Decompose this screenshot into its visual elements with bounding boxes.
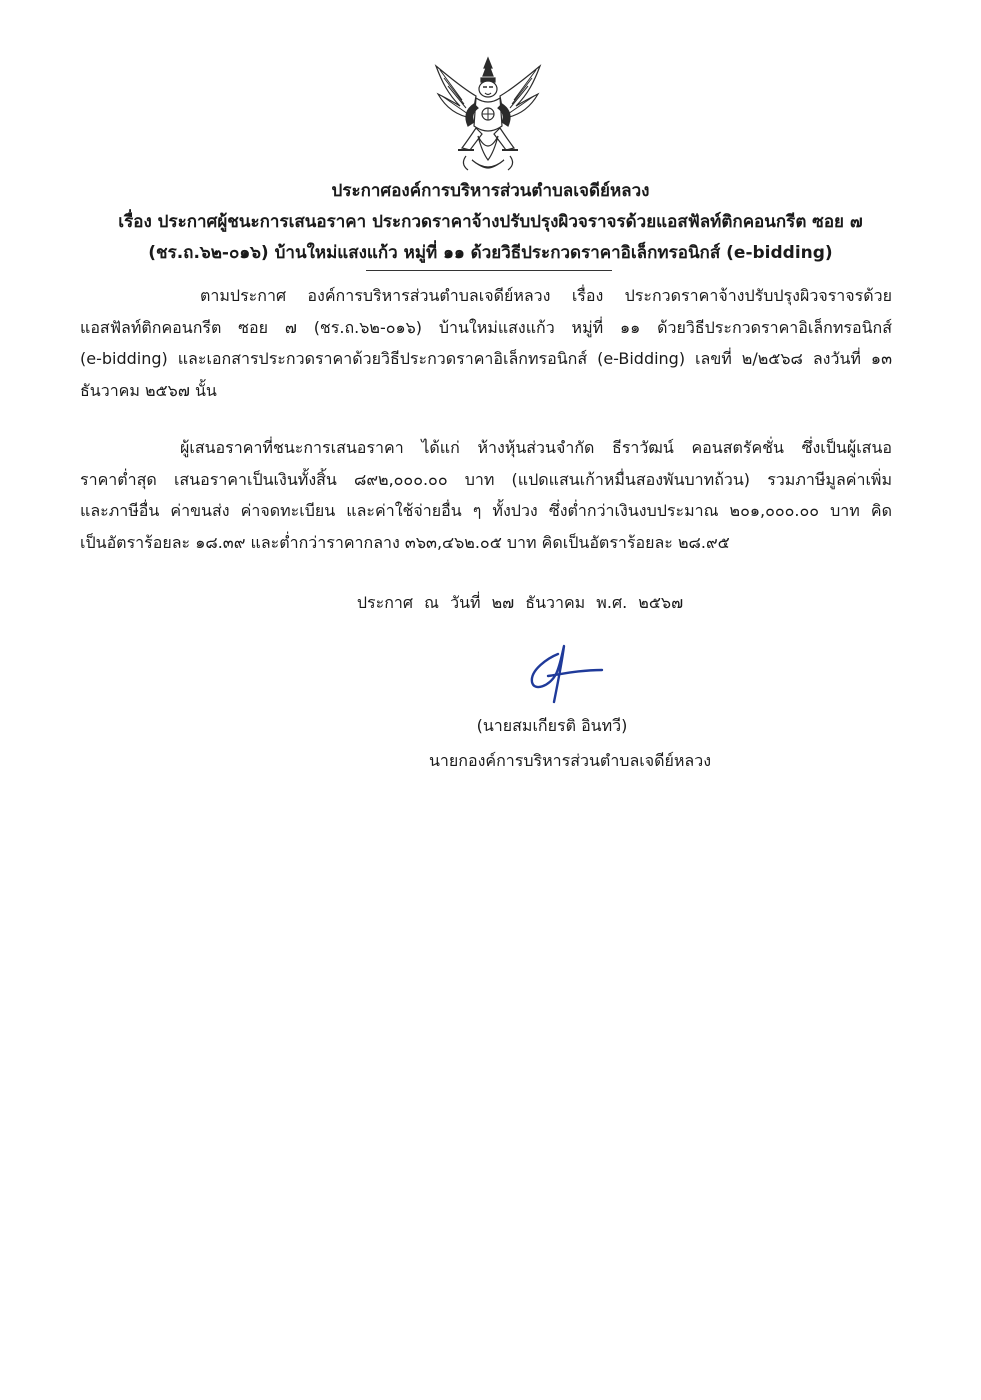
paragraph-line: ตามประกาศ องค์การบริหารส่วนตำบลเจดีย์หลวง เรื่อง ประกวดราคาจ้างปรับปรุงผิวจราจรด้วย bbox=[200, 286, 892, 305]
paragraph-line: ธันวาคม ๒๕๖๗ นั้น bbox=[80, 380, 217, 400]
announcement-date: ประกาศ ณ วันที่ ๒๗ ธันวาคม พ.ศ. ๒๕๖๗ bbox=[356, 593, 684, 612]
subject-line-1: เรื่อง ประกาศผู้ชนะการเสนอราคา ประกวดราคาจ้างปรับปรุงผิวจราจรด้วยแอสฟัลท์ติกคอนกรีต ซอย ๗ bbox=[118, 212, 863, 232]
garuda-emblem-icon bbox=[432, 56, 544, 176]
paragraph-line: ราคาต่ำสุด เสนอราคาเป็นเงินทั้งสิ้น ๘๙๒,๐๐๐.๐๐ บาท (แปดแสนเก้าหมื่นสองพันบาทถ้วน) รวมภาษีมูลค่าเพิ่ม bbox=[80, 469, 892, 489]
paragraph-reference bbox=[80, 280, 892, 406]
signer-title: นายกองค์การบริหารส่วนตำบลเจดีย์หลวง bbox=[428, 751, 712, 770]
heading-divider bbox=[366, 270, 612, 271]
issuer-heading: ประกาศองค์การบริหารส่วนตำบลเจดีย์หลวง bbox=[331, 181, 650, 201]
paragraph-line: และภาษีอื่น ค่าขนส่ง ค่าจดทะเบียน และค่าใช้จ่ายอื่น ๆ ทั้งปวง ซึ่งต่ำกว่าเงินงบประมาณ ๒๐๑,๐๐๐.๐๐ บาท คิด bbox=[80, 501, 892, 520]
paragraph-winner bbox=[80, 432, 892, 558]
paragraph-line: เป็นอัตราร้อยละ ๑๘.๓๙ และต่ำกว่าราคากลาง ๓๖๓,๔๖๒.๐๕ บาท คิดเป็นอัตราร้อยละ ๒๘.๙๕ bbox=[80, 532, 730, 552]
subject-line-2: (ชร.ถ.๖๒-๐๑๖) บ้านใหม่แสงแก้ว หมู่ที่ ๑๑ ด้วยวิธีประกวดราคาอิเล็กทรอนิกส์ (e-bidding) bbox=[148, 243, 833, 263]
signer-name: (นายสมเกียรติ อินทวี) bbox=[476, 716, 628, 735]
paragraph-line: (e-bidding) และเอกสารประกวดราคาด้วยวิธีประกวดราคาอิเล็กทรอนิกส์ (e-Bidding) เลขที่ ๒/๒๕๖๘ ลงวันที่ ๑๓ bbox=[80, 349, 892, 368]
handwritten-signature-icon bbox=[518, 640, 608, 710]
paragraph-line: แอสฟัลท์ติกคอนกรีต ซอย ๗ (ชร.ถ.๖๒-๐๑๖) บ้านใหม่แสงแก้ว หมู่ที่ ๑๑ ด้วยวิธีประกวดราคาอิเล็กทรอนิกส์ bbox=[80, 317, 892, 337]
paragraph-line: ผู้เสนอราคาที่ชนะการเสนอราคา ได้แก่ ห้างหุ้นส่วนจำกัด ธีราวัฒน์ คอนสตรัคชั่น ซึ่งเป็นผู้เสนอ bbox=[180, 438, 892, 457]
